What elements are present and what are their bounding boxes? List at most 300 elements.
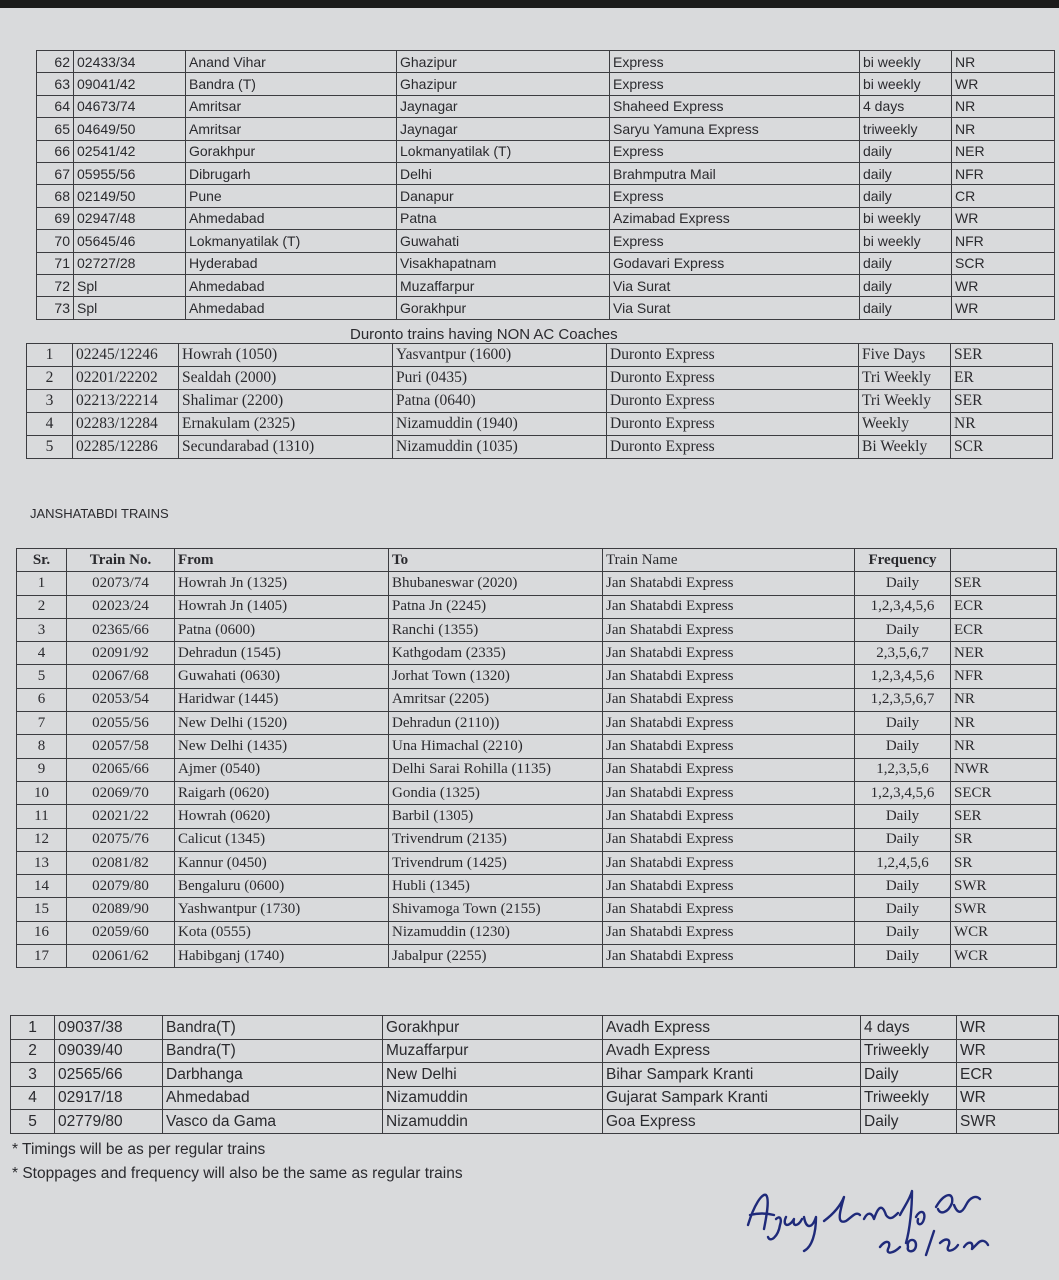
cell-to: Dehradun (2110)) <box>389 712 603 735</box>
cell-from: Guwahati (0630) <box>175 665 389 688</box>
cell-from: Ernakulam (2325) <box>179 413 393 436</box>
cell-to: Jorhat Town (1320) <box>389 665 603 688</box>
cell-sr: 4 <box>17 642 67 665</box>
table-row <box>17 921 1057 944</box>
cell-to: Nizamuddin <box>383 1110 603 1134</box>
cell-to: New Delhi <box>383 1063 603 1087</box>
cell-zone: WR <box>957 1016 1059 1040</box>
table-row <box>27 344 1053 367</box>
table-row <box>27 436 1053 459</box>
cell-zone: SECR <box>951 781 1057 804</box>
table-row <box>17 735 1057 758</box>
cell-zone: NR <box>951 735 1057 758</box>
table-row <box>17 618 1057 641</box>
cell-from: Anand Vihar <box>186 51 397 73</box>
cell-from: Hyderabad <box>186 252 397 274</box>
cell-to: Patna Jn (2245) <box>389 595 603 618</box>
cell-sr: 62 <box>37 51 74 73</box>
cell-train-no: 02091/92 <box>67 642 175 665</box>
cell-train-no: 02067/68 <box>67 665 175 688</box>
cell-sr: 67 <box>37 162 74 184</box>
cell-zone: NER <box>951 642 1057 665</box>
cell-to: Kathgodam (2335) <box>389 642 603 665</box>
cell-zone: WR <box>952 274 1055 296</box>
cell-train-no: Spl <box>74 297 186 319</box>
cell-zone: SWR <box>951 875 1057 898</box>
cell-sr: 9 <box>17 758 67 781</box>
cell-frequency: 4 days <box>860 95 952 117</box>
cell-train-no: 02565/66 <box>55 1063 163 1087</box>
cell-sr: 10 <box>17 781 67 804</box>
cell-train-no: 02089/90 <box>67 898 175 921</box>
cell-train-name: Brahmputra Mail <box>610 162 860 184</box>
cell-frequency: Daily <box>855 828 951 851</box>
cell-to: Shivamoga Town (2155) <box>389 898 603 921</box>
cell-from: Howrah Jn (1405) <box>175 595 389 618</box>
cell-train-name: Bihar Sampark Kranti <box>603 1063 861 1087</box>
cell-sr: 73 <box>37 297 74 319</box>
cell-train-no: 02065/66 <box>67 758 175 781</box>
cell-train-no: 02245/12246 <box>73 344 179 367</box>
cell-train-name: Jan Shatabdi Express <box>603 828 855 851</box>
cell-to: Nizamuddin (1035) <box>393 436 607 459</box>
cell-sr: 1 <box>11 1016 55 1040</box>
cell-from: Howrah (0620) <box>175 805 389 828</box>
cell-sr: 71 <box>37 252 74 274</box>
cell-from: Bengaluru (0600) <box>175 875 389 898</box>
cell-to: Muzaffarpur <box>397 274 610 296</box>
cell-frequency: 1,2,3,5,6 <box>855 758 951 781</box>
cell-from: Secundarabad (1310) <box>179 436 393 459</box>
cell-frequency: daily <box>860 140 952 162</box>
cell-frequency: Weekly <box>859 413 951 436</box>
cell-sr: 3 <box>17 618 67 641</box>
cell-from: Gorakhpur <box>186 140 397 162</box>
cell-zone: SER <box>951 344 1053 367</box>
cell-train-no: 02213/22214 <box>73 390 179 413</box>
cell-sr: 2 <box>11 1039 55 1063</box>
cell-zone: SCR <box>951 436 1053 459</box>
cell-train-name: Avadh Express <box>603 1039 861 1063</box>
cell-from: Bandra (T) <box>186 73 397 95</box>
table-row <box>37 297 1055 319</box>
cell-sr: 17 <box>17 945 67 968</box>
cell-train-name: Jan Shatabdi Express <box>603 618 855 641</box>
cell-frequency: daily <box>860 297 952 319</box>
cell-from: Amritsar <box>186 95 397 117</box>
cell-to: Ghazipur <box>397 51 610 73</box>
cell-train-no: 02917/18 <box>55 1086 163 1110</box>
cell-train-no: Spl <box>74 274 186 296</box>
footnote-timings: * Timings will be as per regular trains <box>12 1141 266 1158</box>
cell-sr: 4 <box>11 1086 55 1110</box>
footnotes <box>12 1138 463 1186</box>
cell-train-name: Jan Shatabdi Express <box>603 945 855 968</box>
cell-train-name: Via Surat <box>610 274 860 296</box>
cell-to: Nizamuddin <box>383 1086 603 1110</box>
cell-train-name: Azimabad Express <box>610 207 860 229</box>
cell-zone: WR <box>952 297 1055 319</box>
cell-sr: 69 <box>37 207 74 229</box>
cell-train-name: Godavari Express <box>610 252 860 274</box>
cell-frequency: bi weekly <box>860 207 952 229</box>
cell-train-no: 02283/12284 <box>73 413 179 436</box>
cell-sr: 66 <box>37 140 74 162</box>
table-row <box>27 390 1053 413</box>
cell-to: Danapur <box>397 185 610 207</box>
cell-frequency: bi weekly <box>860 51 952 73</box>
cell-from: Ahmedabad <box>186 207 397 229</box>
cell-train-name: Jan Shatabdi Express <box>603 688 855 711</box>
cell-train-no: 02433/34 <box>74 51 186 73</box>
cell-train-no: 09037/38 <box>55 1016 163 1040</box>
cell-sr: 1 <box>17 572 67 595</box>
table-row <box>37 51 1055 73</box>
cell-from: Shalimar (2200) <box>179 390 393 413</box>
cell-train-name: Jan Shatabdi Express <box>603 712 855 735</box>
cell-zone: WR <box>957 1039 1059 1063</box>
cell-sr: 65 <box>37 118 74 140</box>
cell-zone: SR <box>951 851 1057 874</box>
table-row <box>17 642 1057 665</box>
table-row <box>37 140 1055 162</box>
cell-to: Jaynagar <box>397 118 610 140</box>
cell-frequency: Daily <box>855 618 951 641</box>
cell-zone: ECR <box>957 1063 1059 1087</box>
cell-train-no: 02727/28 <box>74 252 186 274</box>
cell-frequency: 1,2,4,5,6 <box>855 851 951 874</box>
table-row <box>11 1086 1059 1110</box>
cell-train-no: 09041/42 <box>74 73 186 95</box>
table-header-row <box>17 549 1057 572</box>
cell-from: New Delhi (1520) <box>175 712 389 735</box>
cell-train-name: Express <box>610 230 860 252</box>
table-row <box>17 712 1057 735</box>
cell-to: Puri (0435) <box>393 367 607 390</box>
cell-train-no: 04673/74 <box>74 95 186 117</box>
cell-sr: 70 <box>37 230 74 252</box>
cell-frequency: Bi Weekly <box>859 436 951 459</box>
other-trains-table <box>10 1015 1059 1134</box>
table-row <box>17 828 1057 851</box>
janshatabdi-section-title: JANSHATABDI TRAINS <box>30 506 169 521</box>
cell-frequency: 1,2,3,4,5,6 <box>855 781 951 804</box>
duronto-section-title: Duronto trains having NON AC Coaches <box>350 326 618 343</box>
cell-sr: 5 <box>27 436 73 459</box>
cell-train-name: Express <box>610 185 860 207</box>
cell-train-name: Jan Shatabdi Express <box>603 921 855 944</box>
cell-zone: NR <box>952 95 1055 117</box>
cell-to: Jabalpur (2255) <box>389 945 603 968</box>
cell-frequency: Daily <box>855 898 951 921</box>
cell-zone: WCR <box>951 945 1057 968</box>
table-row <box>17 781 1057 804</box>
cell-train-name: Duronto Express <box>607 390 859 413</box>
table-row <box>37 185 1055 207</box>
header-zone <box>951 549 1057 572</box>
cell-zone: NFR <box>951 665 1057 688</box>
cell-frequency: bi weekly <box>860 73 952 95</box>
cell-train-no: 02079/80 <box>67 875 175 898</box>
cell-train-name: Saryu Yamuna Express <box>610 118 860 140</box>
cell-to: Visakhapatnam <box>397 252 610 274</box>
cell-train-name: Jan Shatabdi Express <box>603 781 855 804</box>
header-to: To <box>389 549 603 572</box>
cell-train-name: Via Surat <box>610 297 860 319</box>
cell-from: Pune <box>186 185 397 207</box>
cell-to: Trivendrum (1425) <box>389 851 603 874</box>
cell-from: Sealdah (2000) <box>179 367 393 390</box>
cell-train-name: Jan Shatabdi Express <box>603 758 855 781</box>
cell-zone: WR <box>952 73 1055 95</box>
cell-train-name: Express <box>610 140 860 162</box>
cell-frequency: 2,3,5,6,7 <box>855 642 951 665</box>
cell-sr: 63 <box>37 73 74 95</box>
cell-from: Yashwantpur (1730) <box>175 898 389 921</box>
cell-frequency: daily <box>860 252 952 274</box>
cell-frequency: Daily <box>855 712 951 735</box>
cell-to: Lokmanyatilak (T) <box>397 140 610 162</box>
cell-to: Bhubaneswar (2020) <box>389 572 603 595</box>
cell-to: Ranchi (1355) <box>389 618 603 641</box>
cell-from: Howrah (1050) <box>179 344 393 367</box>
cell-train-name: Avadh Express <box>603 1016 861 1040</box>
cell-frequency: daily <box>860 162 952 184</box>
header-train-no: Train No. <box>67 549 175 572</box>
cell-train-no: 02947/48 <box>74 207 186 229</box>
cell-from: Darbhanga <box>163 1063 383 1087</box>
cell-sr: 3 <box>11 1063 55 1087</box>
cell-train-no: 02057/58 <box>67 735 175 758</box>
table-row <box>17 758 1057 781</box>
cell-train-name: Duronto Express <box>607 367 859 390</box>
cell-sr: 68 <box>37 185 74 207</box>
cell-sr: 1 <box>27 344 73 367</box>
table-row <box>37 162 1055 184</box>
cell-train-no: 02023/24 <box>67 595 175 618</box>
cell-zone: SER <box>951 572 1057 595</box>
cell-frequency: Daily <box>855 921 951 944</box>
table-row <box>27 367 1053 390</box>
cell-zone: NR <box>952 118 1055 140</box>
table-row <box>17 851 1057 874</box>
cell-train-no: 05645/46 <box>74 230 186 252</box>
cell-to: Guwahati <box>397 230 610 252</box>
cell-zone: ECR <box>951 618 1057 641</box>
cell-zone: SER <box>951 390 1053 413</box>
cell-to: Jaynagar <box>397 95 610 117</box>
cell-frequency: Daily <box>855 572 951 595</box>
cell-train-no: 02365/66 <box>67 618 175 641</box>
cell-from: Vasco da Gama <box>163 1110 383 1134</box>
photo-top-edge <box>0 0 1059 8</box>
table-row <box>37 230 1055 252</box>
cell-from: Howrah Jn (1325) <box>175 572 389 595</box>
cell-sr: 16 <box>17 921 67 944</box>
cell-sr: 15 <box>17 898 67 921</box>
cell-zone: NR <box>951 712 1057 735</box>
table-row <box>17 572 1057 595</box>
cell-train-name: Jan Shatabdi Express <box>603 665 855 688</box>
cell-sr: 2 <box>27 367 73 390</box>
table-row <box>37 207 1055 229</box>
cell-frequency: Daily <box>855 875 951 898</box>
cell-train-no: 02779/80 <box>55 1110 163 1134</box>
cell-train-no: 02061/62 <box>67 945 175 968</box>
cell-sr: 5 <box>17 665 67 688</box>
cell-frequency: Daily <box>861 1110 957 1134</box>
cell-train-no: 05955/56 <box>74 162 186 184</box>
cell-from: Lokmanyatilak (T) <box>186 230 397 252</box>
cell-from: Kannur (0450) <box>175 851 389 874</box>
cell-train-no: 02021/22 <box>67 805 175 828</box>
cell-train-no: 02081/82 <box>67 851 175 874</box>
table-row <box>37 274 1055 296</box>
table-row <box>11 1039 1059 1063</box>
cell-sr: 13 <box>17 851 67 874</box>
cell-frequency: Triweekly <box>861 1039 957 1063</box>
cell-from: Haridwar (1445) <box>175 688 389 711</box>
cell-train-no: 02059/60 <box>67 921 175 944</box>
table-row <box>17 875 1057 898</box>
cell-zone: NER <box>952 140 1055 162</box>
cell-frequency: 4 days <box>861 1016 957 1040</box>
cell-sr: 11 <box>17 805 67 828</box>
cell-from: Ajmer (0540) <box>175 758 389 781</box>
cell-frequency: Tri Weekly <box>859 390 951 413</box>
header-sr: Sr. <box>17 549 67 572</box>
cell-to: Nizamuddin (1230) <box>389 921 603 944</box>
cell-zone: NR <box>951 413 1053 436</box>
cell-train-no: 02055/56 <box>67 712 175 735</box>
cell-train-name: Jan Shatabdi Express <box>603 805 855 828</box>
cell-from: Ahmedabad <box>186 297 397 319</box>
cell-train-no: 02285/12286 <box>73 436 179 459</box>
footnote-stoppages: * Stoppages and frequency will also be the same as regular trains <box>12 1165 463 1182</box>
express-trains-table <box>36 50 1055 320</box>
cell-zone: NFR <box>952 230 1055 252</box>
cell-from: Amritsar <box>186 118 397 140</box>
cell-zone: NWR <box>951 758 1057 781</box>
cell-zone: NR <box>951 688 1057 711</box>
cell-frequency: Daily <box>861 1063 957 1087</box>
cell-to: Yasvantpur (1600) <box>393 344 607 367</box>
cell-train-name: Jan Shatabdi Express <box>603 875 855 898</box>
table-row <box>17 805 1057 828</box>
table-row <box>11 1063 1059 1087</box>
table-row <box>37 252 1055 274</box>
cell-zone: WR <box>952 207 1055 229</box>
cell-sr: 4 <box>27 413 73 436</box>
table-row <box>17 688 1057 711</box>
cell-train-name: Goa Express <box>603 1110 861 1134</box>
cell-sr: 6 <box>17 688 67 711</box>
cell-sr: 72 <box>37 274 74 296</box>
cell-frequency: Triweekly <box>861 1086 957 1110</box>
table-row <box>11 1016 1059 1040</box>
cell-train-name: Jan Shatabdi Express <box>603 595 855 618</box>
table-row <box>37 118 1055 140</box>
cell-from: Ahmedabad <box>186 274 397 296</box>
cell-sr: 64 <box>37 95 74 117</box>
cell-from: Kota (0555) <box>175 921 389 944</box>
cell-zone: SWR <box>951 898 1057 921</box>
janshatabdi-trains-table <box>16 548 1057 968</box>
cell-to: Barbil (1305) <box>389 805 603 828</box>
cell-train-name: Shaheed Express <box>610 95 860 117</box>
cell-to: Trivendrum (2135) <box>389 828 603 851</box>
table-row <box>37 73 1055 95</box>
table-row <box>27 413 1053 436</box>
cell-from: Habibganj (1740) <box>175 945 389 968</box>
cell-zone: SER <box>951 805 1057 828</box>
cell-train-no: 02201/22202 <box>73 367 179 390</box>
cell-from: Bandra(T) <box>163 1016 383 1040</box>
cell-to: Amritsar (2205) <box>389 688 603 711</box>
cell-train-name: Jan Shatabdi Express <box>603 642 855 665</box>
cell-from: Dibrugarh <box>186 162 397 184</box>
cell-frequency: 1,2,3,4,5,6 <box>855 665 951 688</box>
table-row <box>11 1110 1059 1134</box>
handwritten-signature <box>740 1185 1000 1265</box>
cell-to: Gorakhpur <box>397 297 610 319</box>
cell-frequency: Five Days <box>859 344 951 367</box>
header-from: From <box>175 549 389 572</box>
cell-train-name: Jan Shatabdi Express <box>603 735 855 758</box>
header-train-name: Train Name <box>603 549 855 572</box>
cell-to: Patna (0640) <box>393 390 607 413</box>
cell-frequency: Daily <box>855 945 951 968</box>
cell-frequency: daily <box>860 185 952 207</box>
cell-from: Ahmedabad <box>163 1086 383 1110</box>
duronto-trains-table <box>26 343 1053 459</box>
cell-to: Delhi <box>397 162 610 184</box>
cell-zone: ER <box>951 367 1053 390</box>
cell-frequency: 1,2,3,5,6,7 <box>855 688 951 711</box>
table-row <box>17 595 1057 618</box>
cell-zone: ECR <box>951 595 1057 618</box>
cell-sr: 14 <box>17 875 67 898</box>
cell-frequency: 1,2,3,4,5,6 <box>855 595 951 618</box>
cell-from: Calicut (1345) <box>175 828 389 851</box>
cell-from: Raigarh (0620) <box>175 781 389 804</box>
cell-frequency: Tri Weekly <box>859 367 951 390</box>
table-row <box>17 945 1057 968</box>
cell-to: Gorakhpur <box>383 1016 603 1040</box>
cell-sr: 2 <box>17 595 67 618</box>
cell-zone: NFR <box>952 162 1055 184</box>
cell-to: Nizamuddin (1940) <box>393 413 607 436</box>
cell-zone: CR <box>952 185 1055 207</box>
table-row <box>17 898 1057 921</box>
cell-train-name: Duronto Express <box>607 413 859 436</box>
cell-zone: SWR <box>957 1110 1059 1134</box>
cell-frequency: daily <box>860 274 952 296</box>
cell-sr: 8 <box>17 735 67 758</box>
cell-sr: 7 <box>17 712 67 735</box>
cell-train-name: Jan Shatabdi Express <box>603 898 855 921</box>
cell-frequency: triweekly <box>860 118 952 140</box>
table-row <box>37 95 1055 117</box>
cell-train-name: Gujarat Sampark Kranti <box>603 1086 861 1110</box>
cell-from: Bandra(T) <box>163 1039 383 1063</box>
cell-frequency: Daily <box>855 735 951 758</box>
cell-sr: 5 <box>11 1110 55 1134</box>
cell-to: Muzaffarpur <box>383 1039 603 1063</box>
cell-from: New Delhi (1435) <box>175 735 389 758</box>
cell-train-no: 02073/74 <box>67 572 175 595</box>
cell-train-no: 02069/70 <box>67 781 175 804</box>
